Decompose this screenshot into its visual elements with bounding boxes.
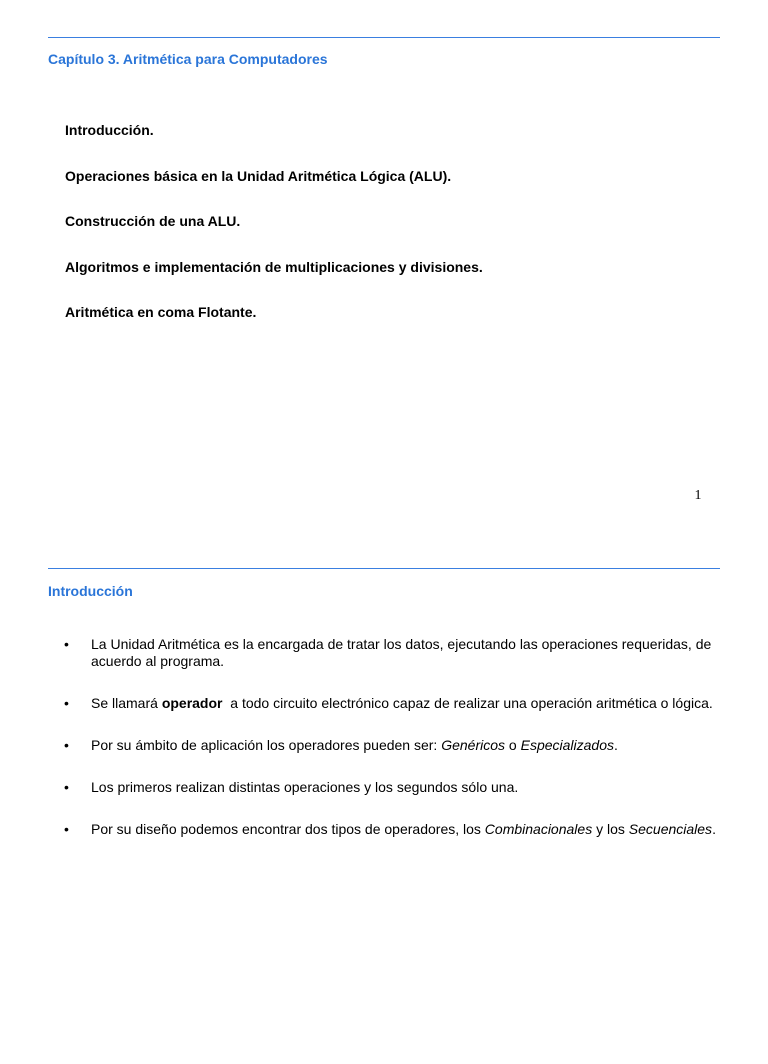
header-rule — [48, 37, 720, 38]
term-combinacionales: Combinacionales — [484, 821, 593, 837]
page-number: 1 — [694, 488, 702, 503]
term-especializados: Especializados — [520, 737, 614, 753]
bullet-item — [64, 779, 724, 796]
term-secuenciales: Secuenciales — [628, 821, 713, 837]
bullet-text: y los — [592, 821, 629, 837]
topic-list — [65, 121, 483, 349]
bullet-item — [64, 821, 724, 838]
bullet-text: Por su diseño podemos encontrar dos tipos de operadores, los — [91, 821, 485, 837]
topic-item: Algoritmos e implementación de multiplicaciones y divisiones. — [65, 258, 483, 275]
bullet-text: a todo circuito electrónico capaz de realizar una operación aritmética o lógica. — [222, 695, 713, 711]
bullet-list — [64, 636, 724, 838]
bullet-item — [64, 737, 724, 754]
bullet-text: . — [712, 821, 716, 837]
slide-2 — [0, 532, 768, 1064]
bullet-item — [64, 636, 724, 670]
bullet-item — [64, 695, 724, 712]
topic-item: Operaciones básica en la Unidad Aritmética Lógica (ALU). — [65, 167, 452, 184]
topic-item: Introducción. — [65, 122, 154, 138]
slide-title: Capítulo 3. Aritmética para Computadores — [48, 51, 328, 67]
bullet-text: . — [614, 737, 618, 753]
topic-item: Aritmética en coma Flotante. — [65, 304, 257, 320]
bullet-text: o — [505, 737, 521, 753]
term-genericos: Genéricos — [441, 737, 506, 753]
bullet-text: Por su ámbito de aplicación los operadores pueden ser: — [91, 737, 442, 753]
topic-item: Construcción de una ALU. — [65, 213, 241, 229]
bullet-text: Los primeros realizan distintas operaciones y los segundos sólo una. — [91, 779, 519, 795]
bullet-icon: • — [64, 695, 69, 711]
bullet-text: Se llamará — [91, 695, 162, 711]
bullet-icon: • — [64, 779, 69, 795]
term-operador: operador — [161, 695, 223, 711]
bullet-icon: • — [64, 821, 69, 837]
header-rule — [48, 568, 720, 569]
bullet-icon: • — [64, 737, 69, 753]
bullet-text: La Unidad Aritmética es la encargada de tratar los datos, ejecutando las operaciones requeridas, de acuerdo al programa. — [91, 636, 712, 669]
slide-title: Introducción — [48, 583, 133, 599]
bullet-icon: • — [64, 636, 69, 652]
